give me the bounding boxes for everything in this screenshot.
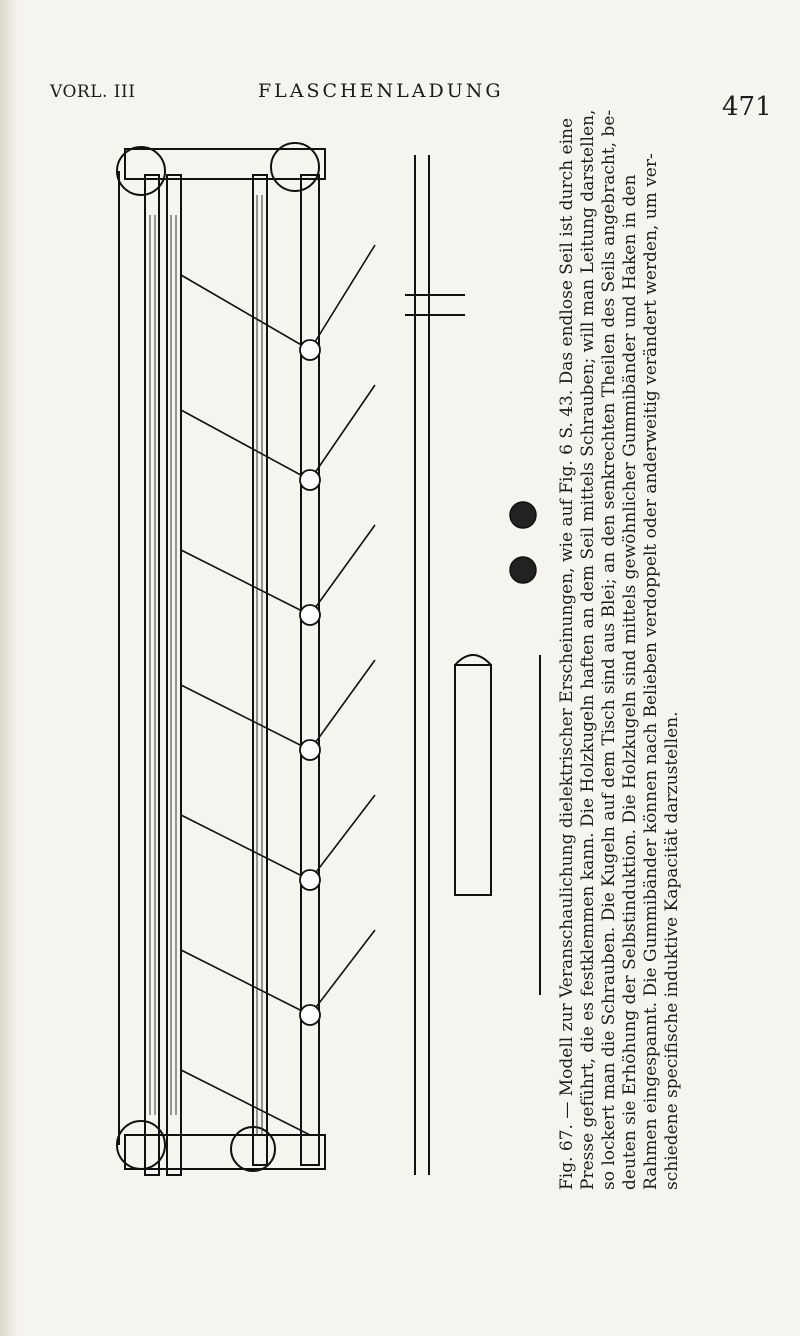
top-right-pulley: [271, 143, 319, 191]
lead-ball-upper: [510, 502, 536, 528]
figure-67-illustration: [105, 135, 545, 1185]
page-edge-shadow: [0, 0, 18, 1336]
press-clamp: [455, 665, 491, 895]
figure-caption: [557, 109, 683, 1190]
caption-line: Rahmen eingespannt. Die Gummibänder können nach Belieben verdoppelt oder anderweitig verändert werden, um ver-: [641, 153, 661, 1190]
caption-line: Presse geführt, die es festklemmen kann. Die Holzkugeln haften an dem Seil mittels Schrauben; will man Leitung darstellen,: [578, 109, 598, 1190]
frame-left-post-inner: [167, 175, 181, 1175]
lead-ball-lower: [510, 557, 536, 583]
chapter-label: VORL. III: [50, 82, 136, 102]
figure-caption-rotated: [557, 109, 707, 1190]
running-title: FLASCHENLADUNG: [258, 80, 504, 102]
page-number: 471: [722, 92, 772, 122]
press-arch: [455, 655, 491, 665]
caption-line: deuten sie Erhöhung der Selbstinduktion. Die Holzkugeln sind mittels gewöhnlicher Gummibänder und Haken in den: [620, 174, 640, 1190]
caption-line: schiedene specifische induktive Kapacität darzustellen.: [662, 711, 682, 1190]
caption-line: Fig. 67. — Modell zur Veranschaulichung dielektrischer Erscheinungen, wie auf Fig. 6 S. 43. Das endlose Seil ist durch eine: [557, 117, 577, 1190]
caption-line: so lockert man die Schrauben. Die Kugeln auf dem Tisch sind aus Blei; an den senkrechten Theilen des Seils angebracht, be-: [599, 109, 619, 1190]
frame-left-post-outer: [145, 175, 159, 1175]
